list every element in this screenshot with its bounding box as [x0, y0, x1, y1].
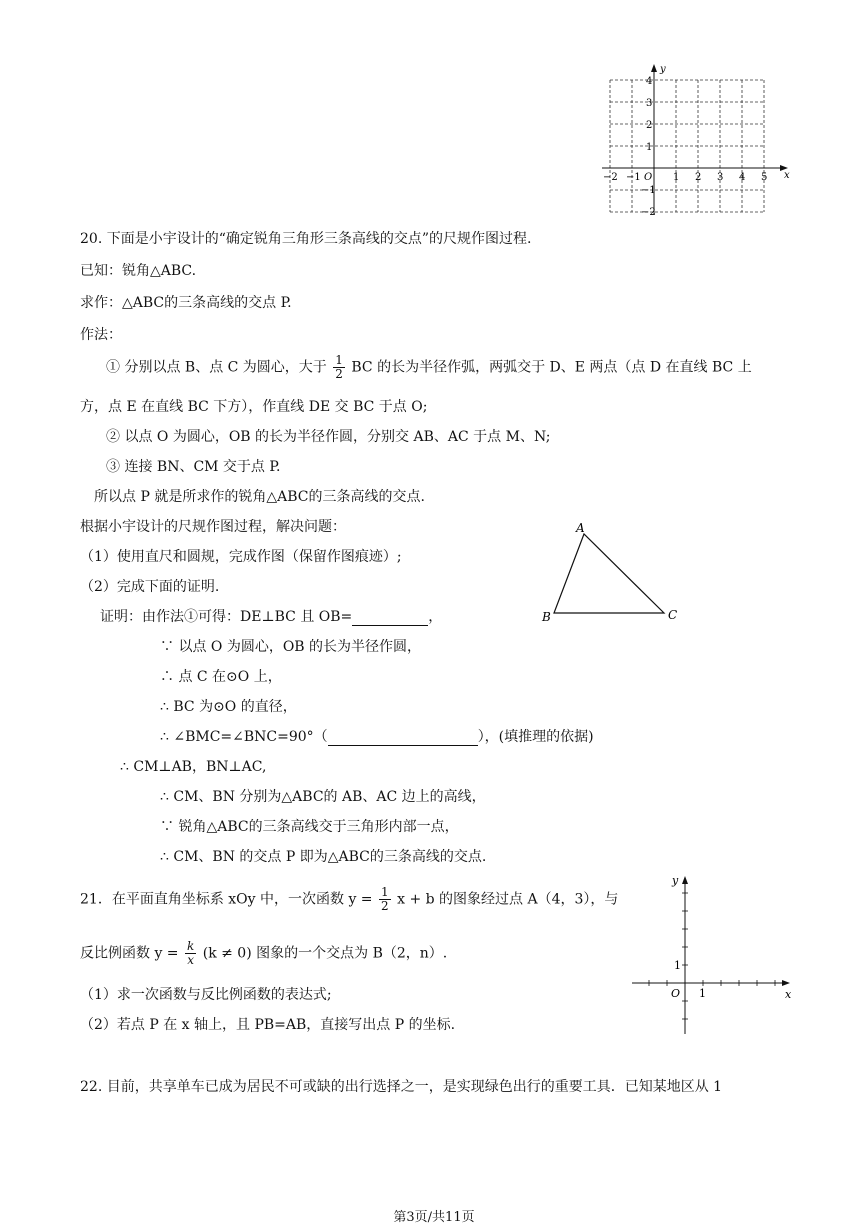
y-tick: −1 [641, 185, 656, 196]
q20-step3: ③ 连接 BN、CM 交于点 P. [106, 459, 281, 475]
y-axis-label: y [660, 64, 666, 75]
y-tick-1: 1 [674, 959, 681, 972]
q21-line1: 21．在平面直角坐标系 xOy 中，一次函数 y = $\frac{1}{2}$ x + b 的图象经过点 A（4，3），与 [80, 885, 619, 913]
vertex-c-label: C [668, 608, 678, 622]
q21-task2: （2）若点 P 在 x 轴上，且 PB=AB，直接写出点 P 的坐标. [80, 1017, 456, 1033]
q20-proof-2: ∵ 以点 O 为圆心，OB 的长为半径作圆， [160, 639, 422, 655]
x-tick: 2 [695, 172, 702, 183]
y-tick: 3 [646, 98, 653, 109]
origin-label: O [644, 172, 653, 183]
q20-proof-1: 证明：由作法①可得：DE⊥BC 且 OB= ， [100, 609, 443, 625]
fraction-k-over-x: $\frac{k}{x}$ [187, 939, 195, 967]
q20-proof-4: ∴ BC 为⊙O 的直径， [160, 699, 297, 715]
q20-proof-3: ∴ 点 C 在⊙O 上， [160, 669, 282, 685]
q20-task-intro: 根据小宇设计的尺规作图过程，解决问题： [80, 519, 346, 535]
x-axis-label: x [784, 170, 790, 181]
y-tick: 4 [646, 76, 653, 87]
q20-step1-line2: 方，点 E 在直线 BC 下方），作直线 DE 交 BC 于点 O; [80, 399, 428, 415]
triangle-abc-figure [536, 520, 686, 630]
origin-label: O [671, 987, 681, 1000]
q20-step2: ② 以点 O 为圆心，OB 的长为半径作圆，分别交 AB、AC 于点 M、N; [106, 429, 551, 445]
y-tick: 1 [646, 142, 653, 153]
y-axis-label: y [672, 874, 679, 887]
x-tick: −2 [603, 172, 618, 183]
fraction-half: $\frac{1}{2}$ [381, 885, 389, 913]
q20-conclusion: 所以点 P 就是所求作的锐角△ABC的三条高线的交点. [94, 489, 425, 505]
q22-line1: 22. 目前，共享单车已成为居民不可或缺的出行选择之一，是实现绿色出行的重要工具．已知某地区从 1 [80, 1079, 723, 1095]
x-tick: 4 [739, 172, 746, 183]
x-tick: 3 [717, 172, 724, 183]
x-tick: −1 [626, 172, 641, 183]
q20-proof-8: ∵ 锐角△ABC的三条高线交于三角形内部一点， [160, 819, 459, 835]
q20-method-label: 作法： [80, 327, 122, 343]
q20-proof-9: ∴ CM、BN 的交点 P 即为△ABC的三条高线的交点. [160, 849, 487, 865]
q20-proof-7: ∴ CM、BN 分别为△ABC的 AB、AC 边上的高线， [160, 789, 486, 805]
y-tick: −2 [641, 207, 656, 218]
q20-task2: （2）完成下面的证明. [80, 579, 220, 595]
q20-title: 20. 下面是小宇设计的“确定锐角三角形三条高线的交点”的尺规作图过程. [80, 231, 532, 247]
x-axis-label: x [785, 988, 792, 1001]
fraction-half: $\frac{1}{2}$ [335, 353, 343, 381]
q21-line2: 反比例函数 y = $\frac{k}{x}$ (k ≠ 0) 图象的一个交点为 B（2，n）. [80, 939, 448, 967]
x-tick: 5 [761, 172, 768, 183]
vertex-a-label: A [576, 521, 585, 535]
answer-blank[interactable] [328, 731, 478, 746]
page-footer: 第3页/共11页 [393, 1210, 475, 1225]
y-tick: 2 [646, 120, 653, 131]
vertex-b-label: B [542, 610, 551, 624]
q21-task1: （1）求一次函数与反比例函数的表达式; [80, 987, 332, 1003]
x-tick-1: 1 [699, 987, 706, 1000]
q21-coordinate-axes [628, 872, 798, 1038]
x-tick: 1 [673, 172, 680, 183]
q20-known: 已知：锐角△ABC. [80, 263, 197, 279]
q20-step1-line1: ① 分别以点 B、点 C 为圆心，大于 $\frac{1}{2}$ BC 的长为半径作弧，两弧交于 D、E 两点（点 D 在直线 BC 上 [106, 353, 752, 381]
q20-proof-5: ∴ ∠BMC=∠BNC=90°（ ），(填推理的依据) [160, 729, 594, 745]
answer-blank[interactable] [352, 611, 428, 626]
q20-task1: （1）使用直尺和圆规，完成作图（保留作图痕迹）; [80, 549, 402, 565]
coordinate-grid-graph [598, 62, 794, 218]
q20-proof-6: ∴ CM⊥AB，BN⊥AC, [120, 759, 267, 775]
q20-find: 求作：△ABC的三条高线的交点 P. [80, 295, 292, 311]
